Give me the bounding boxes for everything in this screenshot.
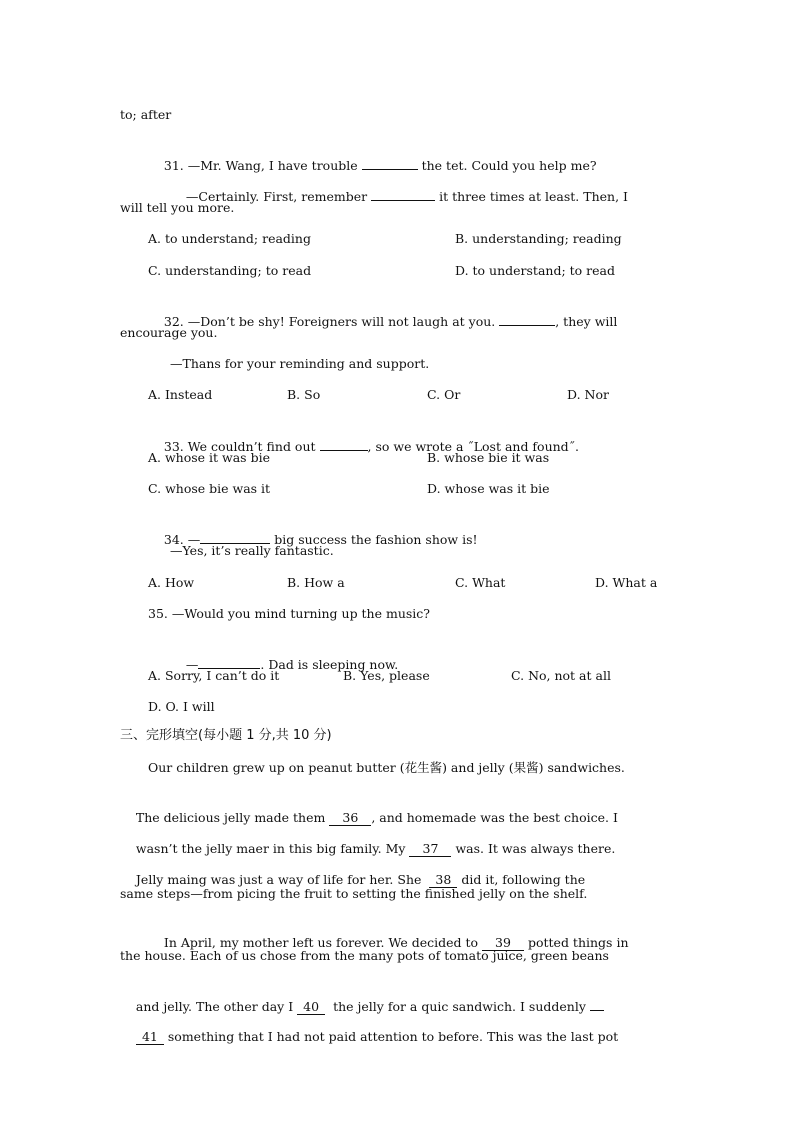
passage-line: wasn’t the jelly maer in this big family. My 37 was. It was always there. <box>135 841 616 856</box>
cloze-blank-39[interactable]: 39 <box>482 935 524 951</box>
question-33-stem: 33. We couldn’t find out , so we wrote a ˝Lost and found˝. <box>148 418 579 436</box>
cloze-blank-38[interactable]: 38 <box>429 872 457 888</box>
question-31-stem: 31. —Mr. Wang, I have trouble the tet. Could you help me? <box>148 137 597 155</box>
answer-blank[interactable] <box>371 186 435 201</box>
passage-line: same steps—from picing the fruit to setting the finished jelly on the shelf. <box>120 886 588 901</box>
option-b[interactable]: B. understanding; reading <box>455 231 622 246</box>
cloze-blank-36[interactable]: 36 <box>329 810 371 826</box>
cloze-blank-40[interactable]: 40 <box>297 999 325 1015</box>
option-c[interactable]: C. Or <box>427 387 461 402</box>
question-32-reply: —Thans for your reminding and support. <box>170 356 430 371</box>
question-32-stem: 32. —Don’t be shy! Foreigners will not laugh at you. , they will <box>148 293 617 311</box>
cloze-blank-41-start[interactable] <box>590 996 604 1011</box>
answer-blank[interactable] <box>320 436 368 451</box>
option-b[interactable]: B. Yes, please <box>343 668 430 683</box>
question-34-reply: —Yes, it’s really fantastic. <box>170 543 334 558</box>
question-35-reply: — . Dad is sleeping now. <box>170 636 398 654</box>
option-a[interactable]: A. Sorry, I can’t do it <box>148 668 280 683</box>
option-d[interactable]: D. to understand; to read <box>455 263 615 278</box>
passage-line: Jelly maing was just a way of life for her. She 38 did it, following the <box>135 872 586 887</box>
option-a[interactable]: A. whose it was bie <box>148 450 270 465</box>
option-d[interactable]: D. O. I will <box>148 699 215 714</box>
passage-line: Our children grew up on peanut butter (花生酱) and jelly (果酱) sandwiches. <box>148 760 625 775</box>
passage-line: the house. Each of us chose from the many pots of tomato juice, green beans <box>120 948 609 963</box>
option-c[interactable]: C. No, not at all <box>511 668 611 683</box>
top-fragment: to; after <box>120 107 172 122</box>
passage-line: The delicious jelly made them 36 , and homemade was the best choice. I <box>135 810 618 825</box>
question-31-wrap: will tell you more. <box>120 200 235 215</box>
answer-blank[interactable] <box>499 311 555 326</box>
option-d[interactable]: D. What a <box>595 575 658 590</box>
passage-line: In April, my mother left us forever. We decided to 39 potted things in <box>163 935 629 950</box>
passage-line: 41 something that I had not paid attention to before. This was the last pot <box>120 1010 618 1028</box>
option-d[interactable]: D. whose was it bie <box>427 481 550 496</box>
option-c[interactable]: C. whose bie was it <box>148 481 271 496</box>
cloze-blank-41[interactable]: 41 <box>136 1029 164 1045</box>
option-a[interactable]: A. to understand; reading <box>148 231 311 246</box>
option-d[interactable]: D. Nor <box>567 387 609 402</box>
section-heading: 三、完形填空(每小题 1 分,共 10 分) <box>120 728 332 743</box>
question-31-reply: —Certainly. First, remember it three times at least. Then, I <box>170 168 628 186</box>
question-32-wrap: encourage you. <box>120 325 218 340</box>
option-b[interactable]: B. whose bie it was <box>427 450 550 465</box>
option-b[interactable]: B. So <box>287 387 321 402</box>
cloze-blank-37[interactable]: 37 <box>409 841 451 857</box>
option-b[interactable]: B. How a <box>287 575 345 590</box>
passage-line: and jelly. The other day I 40 the jelly for a quic sandwich. I suddenly <box>120 978 604 996</box>
question-35-stem: 35. —Would you mind turning up the music? <box>148 606 431 621</box>
option-c[interactable]: C. What <box>455 575 506 590</box>
option-c[interactable]: C. understanding; to read <box>148 263 312 278</box>
question-34-stem: 34. — big success the fashion show is! <box>148 511 478 529</box>
option-a[interactable]: A. How <box>148 575 195 590</box>
option-a[interactable]: A. Instead <box>148 387 213 402</box>
